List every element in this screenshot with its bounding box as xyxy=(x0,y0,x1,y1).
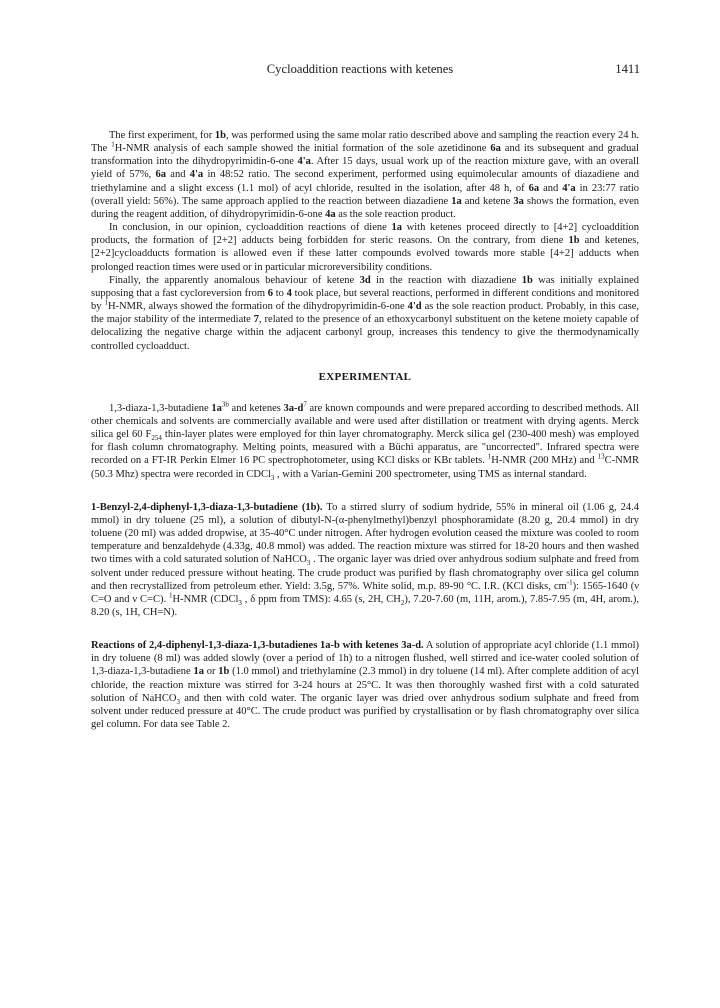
procedure-heading-1b: 1-Benzyl-2,4-diphenyl-1,3-diaza-1,3-butadiene (1b). xyxy=(91,501,323,513)
paragraph-conclusion: In conclusion, in our opinion, cycloaddition reactions of diene 1a with ketenes proceed directly to [4+2] cycloaddition products, the formation of [2+2] adducts being forbidden for steric reasons. On the contrary, from diene 1b and ketenes, [2+2]cycloadducts formation is allowed even if these latter compounds evolved towards more stable [4+2] adducts when prolonged reaction times were used or in particular microreversibility conditions. xyxy=(91,222,639,273)
paragraph-synthesis-1b: 1-Benzyl-2,4-diphenyl-1,3-diaza-1,3-butadiene (1b). To a stirred slurry of sodium hydride, 55% in mineral oil (1.06 g, 24.4 mmol) in dry toluene (25 ml), a solution of dibutyl-N-(α-phenylmethyl)benzyl phosphoramidate (8.20 g, 20.4 mmol) in dry toluene (20 ml) was added dropwise, at 35-40°C under nitrogen. After hydrogen evolution ceased the mixture was cooled to room temperature and benzaldehyde (4.33g, 40.8 mmol) was added. The reaction mixture was stirred for 18-20 hours and then washed two times with a cold saturated solution of NaHCO$_3$ . The organic layer was dried over anhydrous sodium sulphate and freed from solvent under reduced pressure without heating. The crude product was purified by flash chromatography over silica gel column and then recrystallized from petroleum ether. Yield: 3.5g, 57%. White solid, m.p. 89-90 °C. I.R. (KCl disks, $cm^{-1}$): 1565-1640 (ν C=O and ν C=C). $^1$H-NMR (CDCl$_3$ , δ ppm from TMS): 4.65 (s, 2H, $CH_2$), 7.20-7.60 (m, 11H, arom.), 7.85-7.95 (m, 4H, arom.), 8.20 (s, 1H, CH=N). xyxy=(91,501,640,618)
section-heading-experimental: EXPERIMENTAL xyxy=(318,370,412,383)
paragraph-ketene-behaviour: Finally, the apparently anomalous behaviour of ketene 3d in the reaction with diazadiene 1b was initially explained supposing that a fast cycloreversion from 6 to 4 took place, but several reactions, performed in different conditions and monitored by $^1$H-NMR, always showed the formation of the dihydropyrimidin-6-one 4'd as the sole reaction product. Probably, in this case, the major stability of the intermediate 7, related to the presence of an ethoxycarbonyl substituent on the ketene moiety capable of delocalizing the negative charge within the adjacent carbonyl group, increases this tendency to give the thermodynamically controlled cycloadduct. xyxy=(91,274,640,352)
paragraph-ketene-reactions: Reactions of 2,4-diphenyl-1,3-diaza-1,3-butadienes 1a-b with ketenes 3a-d. A solution of appropriate acyl chloride (1.1 mmol) in dry toluene (8 ml) was added slowly (over a period of 1h) to a nitrogen flushed, well stirred and ice-water cooled solution of 1,3-diaza-1,3-butadiene 1a or 1b (1.0 mmol) and triethylamine (2.3 mmol) in dry toluene (14 ml). After complete addition of acyl chloride, the reaction mixture was stirred for 3-24 hours at 25°C. It was then thoroughly washed first with a cold saturated solution of NaHCO$_3$ and then with cold water. The organic layer was dried over anhydrous sodium sulphate and freed from solvent under reduced pressure at 40°C. The crude product was purified by crystallisation or by flash chromatography over silica gel column. For data see Table 2. xyxy=(91,640,639,731)
procedure-heading-reactions: Reactions of 2,4-diphenyl-1,3-diaza-1,3-butadienes 1a-b with ketenes 3a-d. xyxy=(91,640,424,652)
running-title: Cycloaddition reactions with ketenes xyxy=(266,62,454,76)
page-number: 1411 xyxy=(615,62,640,76)
article-body xyxy=(91,129,639,731)
paragraph-materials-methods: 1,3-diaza-1,3-butadiene $1a^{3b}$ and ketenes $3a-d^7$ are known compounds and were prepared according to described methods. All other chemicals and solvents are commercially available and were used after distillation or treatment with drying agents. Merck silica gel 60 $F_{254}$ thin-layer plates were employed for thin layer chromatography. Merck silica gel (230-400 mesh) was employed for flash column chromatography. Melting points, measured with a Büchi apparatus, are "uncorrected". Infrared spectra were recorded on a FT-IR Perkin Elmer 16 PC spectrophotometer, using KCl disks or KBr tablets. $^1$H-NMR (200 MHz) and $^{13}$C-NMR (50.3 Mhz) spectra were recorded in CDCl$_3$ , with a Varian-Gemini 200 spectrometer, using TMS as internal standard. xyxy=(91,400,639,482)
paragraph-first-experiment: The first experiment, for 1b, was performed using the same molar ratio described above and sampling the reaction every 24 h. The $^1$H-NMR analysis of each sample showed the initial formation of the sole azetidinone 6a and its subsequent and gradual transformation into the dihydropyrimidin-6-one 4'a. After 15 days, usual work up of the reaction mixture gave, with an overall yield of 57%, 6a and 4'a in 48:52 ratio. The second experiment, performed using equimolecular amounts of diazadiene and triethylamine and a slight excess (1.1 mol) of acyl chloride, resulted in the isolation, after 48 h, of 6a and 4'a in 23:77 ratio (overall yield: 56%). The same approach applied to the reaction between diazadiene 1a and ketene 3a shows the formation, even during the reagent addition, of dihydropyrimidin-6-one 4a as the sole reaction product. xyxy=(91,130,639,220)
